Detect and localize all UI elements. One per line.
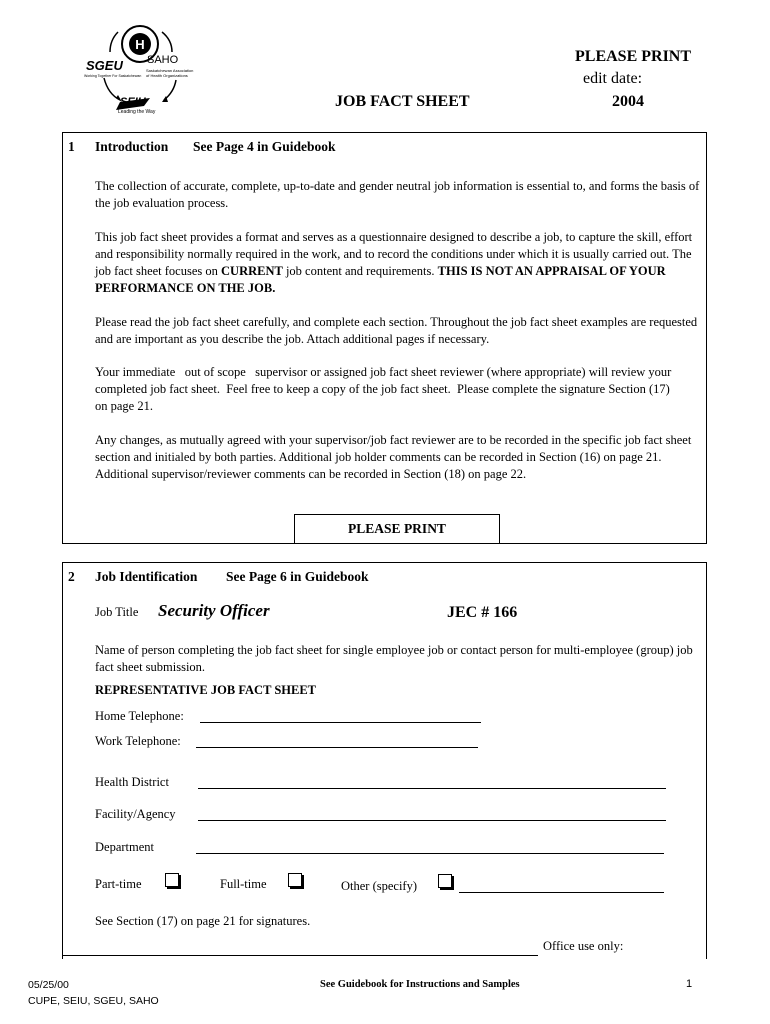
section-2-box (62, 562, 707, 959)
edit-date-label: edit date: (583, 70, 643, 87)
svg-text:H: H (135, 37, 145, 52)
page-number: 1 (686, 978, 693, 990)
office-use-line (62, 955, 538, 956)
department-field[interactable] (196, 853, 664, 854)
saho-logo-text: SAHO (147, 54, 179, 66)
office-use-label: Office use only: (543, 939, 624, 953)
intro-paragraph-5: Any changes, as mutually agreed with your supervisor/job fact reviewer are to be recorded in the specific job fact sheet section and initialed by both parties. Additional job holder comments can be recorded in Section (16) on page 21. Additional supervisor/reviewer comments can be recorded in Section (18) on page 22. (95, 433, 692, 481)
sgeu-logo-text: SGEU (86, 58, 123, 73)
part-time-label: Part-time (95, 877, 142, 891)
seiu-tagline: Leading the Way (118, 109, 156, 115)
name-note: Name of person completing the job fact sheet for single employee job or contact person for multi-employee (group) job fact sheet submission. (95, 643, 693, 674)
full-time-checkbox[interactable] (288, 873, 302, 887)
sgeu-subtitle: Working Together For Saskatchewan (84, 74, 142, 78)
please-print-box-label: PLEASE PRINT (348, 521, 446, 536)
home-telephone-field[interactable] (200, 722, 481, 723)
part-time-checkbox[interactable] (165, 873, 179, 887)
department-label: Department (95, 840, 155, 854)
footer-date: 05/25/00 (28, 979, 69, 991)
section-1-guide-ref: See Page 4 in Guidebook (193, 139, 336, 154)
footer-orgs: CUPE, SEIU, SGEU, SAHO (28, 995, 159, 1007)
work-telephone-field[interactable] (196, 747, 478, 748)
section-2-heading: Job Identification (95, 569, 198, 584)
intro-paragraph-3: Please read the job fact sheet carefully, and complete each section. Throughout the job fact sheet examples are requested and are important as you describe the job. Attach additional pages if necessary. (95, 315, 698, 346)
intro-p2-text-a: This job fact sheet provides a format and serves as a questionnaire designed to describe a job, to capture the skill, effort and responsibility normally required in the work, and to record the conditions under which it is usually carried out. The job fact sheet focuses on (95, 230, 693, 278)
intro-paragraph-2 (95, 229, 700, 297)
representative-heading: REPRESENTATIVE JOB FACT SHEET (95, 683, 317, 697)
full-time-label: Full-time (220, 877, 267, 891)
please-print-header: PLEASE PRINT (575, 48, 692, 65)
other-checkbox[interactable] (438, 874, 452, 888)
home-telephone-label: Home Telephone: (95, 709, 184, 723)
health-district-label: Health District (95, 775, 169, 789)
intro-paragraph-1: The collection of accurate, complete, up-to-date and gender neutral job information is essential to, and forms the basis of the job evaluation process. (95, 179, 700, 210)
page-title: JOB FACT SHEET (335, 93, 470, 110)
signatures-note: See Section (17) on page 21 for signatures. (95, 914, 311, 928)
job-title-label: Job Title (95, 605, 139, 619)
intro-paragraph-4: Your immediate out of scope supervisor or assigned job fact sheet reviewer (where appropriate) will review your completed job fact sheet. Feel free to keep a copy of the job fact sheet. Please complete the signature Section (17) on page 21. (95, 365, 675, 413)
intro-p2-text-c: job content and requirements. (282, 264, 438, 278)
work-telephone-label: Work Telephone: (95, 734, 181, 748)
health-district-field[interactable] (198, 788, 666, 789)
edit-date-value: 2004 (612, 93, 644, 110)
facility-agency-label: Facility/Agency (95, 807, 176, 821)
saho-subtitle: Saskatchewan Association of Health Organizations (146, 68, 194, 78)
other-specify-field[interactable] (459, 892, 664, 893)
seiu-logo-text: SEIU (120, 96, 146, 108)
jec-number: JEC # 166 (447, 604, 518, 621)
section-1-number: 1 (68, 139, 75, 154)
facility-agency-field[interactable] (198, 820, 666, 821)
job-title-value[interactable]: Security Officer (158, 601, 270, 620)
other-specify-label: Other (specify) (341, 879, 418, 893)
section-2-guide-ref: See Page 6 in Guidebook (226, 569, 369, 584)
section-2-number: 2 (68, 569, 75, 584)
intro-p2-not-appraisal: THIS IS NOT AN APPRAISAL OF YOUR PERFORMANCE ON THE JOB. (95, 264, 666, 295)
section-1-heading: Introduction (95, 139, 169, 154)
intro-p2-current: CURRENT (221, 264, 283, 278)
footer-guidebook-note: See Guidebook for Instructions and Samples (320, 979, 520, 990)
